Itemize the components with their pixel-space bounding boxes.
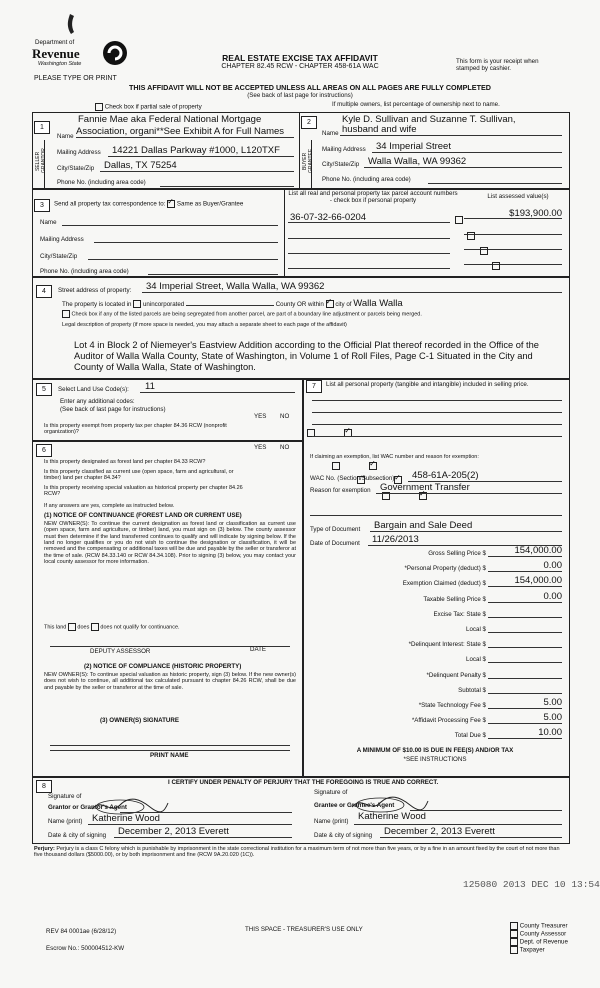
s5-see-back: (See back of last page for instructions) bbox=[60, 406, 166, 413]
city-of-value[interactable]: Walla Walla bbox=[353, 298, 403, 309]
tax-line-label: *Affidavit Processing Fee $ bbox=[411, 717, 486, 725]
s3-name-label: Name bbox=[40, 219, 57, 226]
please-type: PLEASE TYPE OR PRINT bbox=[34, 75, 117, 82]
legal-description[interactable]: Lot 4 in Block 2 of Niemeyer's Eastview Addition according to the Official Plat thereof recorded in the Office of the Auditor of Walla Walla County, State of Washington, in Volume 1 of Roll Files, Page C-1 Situated in the City and County of Walla Walla, State of Washington. bbox=[74, 340, 539, 373]
grantee-date-label: Date & city of signing bbox=[314, 832, 373, 839]
seller-name-line2[interactable]: Association, organi**See Exhibit A for Full Names bbox=[76, 126, 285, 137]
form-title: REAL ESTATE EXCISE TAX AFFIDAVIT bbox=[222, 53, 378, 63]
treasurer-use-note: THIS SPACE - TREASURER'S USE ONLY bbox=[245, 926, 363, 933]
buyer-phone-label: Phone No. (including area code) bbox=[322, 176, 411, 183]
parcel-personal-checkbox-3[interactable] bbox=[480, 247, 488, 255]
parcel-header: List all real and personal property tax parcel account numbers - check box if personal property bbox=[288, 190, 458, 205]
copy-county-treasurer: County Treasurer bbox=[510, 922, 568, 930]
tax-line-label: Total Due $ bbox=[454, 732, 486, 740]
wac-label: WAC No. (Section/Subsection) bbox=[310, 475, 395, 482]
grantor-name-label: Name (print) bbox=[48, 818, 83, 825]
this-land-label: This land bbox=[44, 624, 67, 631]
grantor-name-value[interactable]: Katherine Wood bbox=[92, 813, 160, 824]
warning-banner: THIS AFFIDAVIT WILL NOT BE ACCEPTED UNLESS ALL AREAS ON ALL PAGES ARE FULLY COMPLETED bbox=[129, 83, 491, 92]
grantor-date-label: Date & city of signing bbox=[48, 832, 107, 839]
unincorporated-label: unincorporated bbox=[142, 301, 185, 308]
tax-line-value[interactable]: 5.00 bbox=[543, 697, 562, 708]
buyer-mailing-label: Mailing Address bbox=[322, 146, 366, 153]
partial-sale-checkbox[interactable] bbox=[95, 103, 103, 111]
copy-dept-revenue: Dept. of Revenue bbox=[510, 938, 568, 946]
tax-line-label: Gross Selling Price $ bbox=[428, 550, 486, 557]
forest-question: Is this property designated as forest land per chapter 84.33 RCW? bbox=[44, 459, 206, 465]
rev-number: REV 84 0001ae (6/28/12) bbox=[46, 928, 117, 935]
grantor-sig-label: Signature of bbox=[48, 793, 82, 800]
if-yes-note: If any answers are yes, complete as instructed below. bbox=[44, 503, 175, 509]
seller-phone-label: Phone No. (including area code) bbox=[57, 179, 146, 186]
street-value[interactable]: 34 Imperial Street, Walla Walla, WA 99362 bbox=[146, 281, 325, 292]
grantor-agent-label: Grantor or Grantor's Agent bbox=[48, 804, 127, 811]
grantee-agent-label: Grantee or Grantee's Agent bbox=[314, 802, 395, 809]
copy-county-assessor: County Assessor bbox=[510, 930, 568, 938]
copy-taxpayer-checkbox[interactable] bbox=[510, 946, 518, 954]
buyer-name-label: Name bbox=[322, 130, 339, 137]
additional-codes-label: Enter any additional codes: bbox=[60, 398, 135, 405]
reason-value[interactable]: Government Transfer bbox=[380, 482, 470, 493]
tax-line-label: Local $ bbox=[466, 656, 486, 664]
street-label: Street address of property: bbox=[58, 287, 132, 294]
s3-mailing-label: Mailing Address bbox=[40, 236, 84, 243]
receipt-stamp: 125080 2013 DEC 10 13:54 bbox=[463, 879, 600, 890]
tax-line-value[interactable]: 5.00 bbox=[543, 712, 562, 724]
tax-line-label: *Delinquent Interest: State $ bbox=[408, 641, 486, 649]
copy-dept-revenue-checkbox[interactable] bbox=[510, 938, 518, 946]
s5-no: NO bbox=[280, 413, 290, 420]
legal-label: Legal description of property (if more space is needed, you may attach a separate sheet to each page of the affidavit) bbox=[62, 322, 347, 328]
buyer-city-label: City/State/Zip bbox=[322, 161, 360, 168]
city-of-label: city of bbox=[335, 301, 352, 308]
section-6-number: 6 bbox=[36, 444, 52, 457]
buyer-mailing-value[interactable]: 34 Imperial Street bbox=[376, 141, 451, 152]
parcel-personal-checkbox-1[interactable] bbox=[455, 216, 463, 224]
buyer-city-value[interactable]: Walla Walla, WA 99362 bbox=[368, 156, 467, 167]
copy-distribution bbox=[510, 922, 568, 954]
escrow-number: Escrow No.: 500004512-KW bbox=[46, 945, 125, 952]
current-use-question: Is this property classified as current use (open space, farm and agricultural, or timber) land per chapter 84.34? bbox=[44, 469, 234, 482]
seller-city-value[interactable]: Dallas, TX 75254 bbox=[104, 160, 177, 171]
tax-line-label: Exemption Claimed (deduct) $ bbox=[402, 580, 486, 588]
unincorporated-checkbox[interactable] bbox=[133, 300, 141, 308]
seller-city-label: City/State/Zip bbox=[57, 165, 95, 172]
notice1-text: NEW OWNER(S): To continue the current designation as forest land or classification as current use (open space, farm and agriculture, or timber) land, you must sign on (3) below. The county assessor must then determine if the land transferred continues to qualify and will indicate by signing below. If the land no longer qualifies or you do not wish to continue the designation or classification, it will be removed and the compensating or additional taxes will be due and payable by the seller or transferor at the time of sale. (RCW 84.33.140 or RCW 84.34.108). Prior to signing (3) below, you may contact your local county assessor for more information. bbox=[44, 521, 296, 565]
does-not-label: does not qualify for continuance. bbox=[100, 624, 180, 631]
s5-yes: YES bbox=[254, 413, 267, 420]
segregated-label: Check box if any of the listed parcels are being segregated from another parcel, are part of a boundary line adjustment or parcels being merged. bbox=[71, 311, 422, 318]
perjury-text: Perjury is a class C felony which is punishable by imprisonment in the state correctional institution for a maximum term of not more than five years, or by a fine in an amount fixed by the court of not more than five thousand dollars ($5000.00), or by both imprisonment and fine (RCW 9A.20.020 (1C)). bbox=[34, 846, 560, 859]
seller-name-line1: Fannie Mae aka Federal National Mortgage bbox=[78, 114, 262, 125]
tax-line-label: *State Technology Fee $ bbox=[418, 702, 486, 709]
section-3-number: 3 bbox=[34, 199, 50, 212]
buyer-grantee-label: BUYER GRANTEE bbox=[302, 148, 314, 174]
assessed-value[interactable]: $193,900.00 bbox=[509, 208, 562, 219]
doc-type-value[interactable]: Bargain and Sale Deed bbox=[374, 520, 473, 531]
pen-mark-icon bbox=[62, 12, 82, 38]
seller-grantor-label: SELLER GRANTOR bbox=[35, 148, 47, 174]
personal-property-label: List all personal property (tangible and intangible) included in selling price. bbox=[326, 381, 529, 388]
see-back-note: (See back of last page for instructions) bbox=[247, 92, 353, 99]
historic-question: Is this property receiving special valuation as historical property per chapter 84.26 RCW? bbox=[44, 485, 243, 498]
section-8-number: 8 bbox=[36, 780, 52, 793]
multiple-owners-note: If multiple owners, list percentage of ownership next to name. bbox=[332, 101, 500, 108]
notice1-title: (1) NOTICE OF CONTINUANCE (FOREST LAND OR CURRENT USE) bbox=[44, 512, 242, 519]
tax-line-value[interactable]: 10.00 bbox=[538, 727, 562, 739]
notice2-text: NEW OWNER(S): To continue special valuation as historic property, sign (3) below. If the new owner(s) does not wish to continue, all additional tax calculated pursuant to chapter 84.26 RCW, shall be due and payable by the seller or transferor at the time of sale. bbox=[44, 672, 296, 691]
dept-line3: Washington State bbox=[38, 61, 82, 67]
parcel-number[interactable]: 36-07-32-66-0204 bbox=[290, 212, 367, 223]
doc-date-label: Date of Document bbox=[310, 540, 360, 547]
tax-line-label: Taxable Selling Price $ bbox=[423, 595, 486, 603]
see-instructions: *SEE INSTRUCTIONS bbox=[403, 756, 467, 763]
segregated-checkbox[interactable] bbox=[62, 310, 70, 318]
wa-seal-icon bbox=[102, 40, 128, 66]
section-2-number: 2 bbox=[301, 116, 317, 129]
notice2-title: (2) NOTICE OF COMPLIANCE (HISTORIC PROPERTY) bbox=[84, 663, 242, 670]
city-of-checkbox[interactable] bbox=[326, 300, 334, 308]
wac-value[interactable]: 458-61A-205(2) bbox=[412, 470, 479, 481]
seller-mailing-value[interactable]: 14221 Dallas Parkway #1000, L120TXF bbox=[112, 145, 280, 156]
dept-line2: Revenue bbox=[32, 46, 80, 61]
grantee-sig-label: Signature of bbox=[314, 789, 348, 796]
grantee-name-label: Name (print) bbox=[314, 818, 349, 825]
land-use-label: Select Land Use Code(s): bbox=[58, 386, 129, 393]
section-5-number: 5 bbox=[36, 383, 52, 396]
assessed-header: List assessed value(s) bbox=[487, 193, 549, 200]
deputy-assessor-label: DEPUTY ASSESSOR bbox=[90, 648, 151, 655]
revenue-logo bbox=[28, 12, 138, 72]
correspondence-label: Send all property tax correspondence to: bbox=[54, 200, 166, 208]
section-7-number: 7 bbox=[306, 380, 322, 393]
partial-sale-label: Check box if partial sale of property bbox=[104, 103, 202, 111]
certify-statement: I CERTIFY UNDER PENALTY OF PERJURY THAT THE FOREGOING IS TRUE AND CORRECT. bbox=[168, 779, 439, 786]
print-name-label: PRINT NAME bbox=[150, 752, 189, 759]
parcel-personal-checkbox-2[interactable] bbox=[467, 232, 475, 240]
tax-line-label: *Personal Property (deduct) $ bbox=[404, 565, 486, 573]
exemption-label: If claiming an exemption, list WAC number and reason for exemption: bbox=[310, 454, 479, 460]
partial-sale-row bbox=[95, 103, 202, 111]
perjury-label: Perjury: bbox=[34, 846, 55, 852]
grantee-name-value[interactable]: Katherine Wood bbox=[358, 811, 426, 822]
tax-line-label: *Delinquent Penalty $ bbox=[426, 671, 486, 679]
does-label: does bbox=[77, 624, 90, 631]
land-qualify-row bbox=[44, 623, 180, 631]
buyer-name-line1: Kyle D. Sullivan and Suzanne T. Sullivan, bbox=[342, 114, 516, 125]
grantor-date-value[interactable]: December 2, 2013 Everett bbox=[118, 826, 229, 837]
doc-type-label: Type of Document bbox=[310, 526, 361, 533]
tax-line-value[interactable]: 0.00 bbox=[543, 560, 562, 572]
minimum-note: A MINIMUM OF $10.00 IS DUE IN FEE(S) AND/OR TAX bbox=[356, 747, 514, 754]
copy-taxpayer: Taxpayer bbox=[510, 946, 568, 954]
seller-mailing-label: Mailing Address bbox=[57, 149, 101, 156]
s6-no: NO bbox=[280, 444, 290, 451]
same-as-buyer-checkbox[interactable] bbox=[167, 200, 175, 208]
receipt-note: This form is your receipt when stamped by cashier. bbox=[456, 58, 539, 73]
tax-line-value[interactable]: 154,000.00 bbox=[514, 575, 562, 587]
s6-yes: YES bbox=[254, 444, 267, 451]
land-use-value[interactable]: 11 bbox=[145, 381, 155, 392]
same-as-buyer-label: Same as Buyer/Grantee bbox=[176, 200, 244, 208]
dept-line1: Department of bbox=[35, 39, 75, 46]
form-chapter: CHAPTER 82.45 RCW - CHAPTER 458-61A WAC bbox=[221, 63, 379, 70]
reason-label: Reason for exemption bbox=[310, 487, 371, 494]
perjury-notice bbox=[34, 846, 566, 859]
section-3-correspondence bbox=[54, 200, 243, 208]
seller-name-label: Name bbox=[57, 133, 74, 140]
tax-line-label: Excise Tax: State $ bbox=[433, 610, 486, 618]
located-in-label: The property is located in bbox=[62, 301, 132, 308]
county-or-within-label: County OR within bbox=[275, 301, 324, 308]
land-does-not-checkbox[interactable] bbox=[91, 623, 99, 631]
located-row bbox=[62, 298, 403, 309]
land-does-checkbox[interactable] bbox=[68, 623, 76, 631]
segregated-row bbox=[62, 310, 562, 318]
exempt-question: Is this property exempt from property tax per chapter 84.36 RCW (nonprofit organization)? bbox=[44, 423, 227, 436]
tax-line-value[interactable]: 154,000.00 bbox=[514, 545, 562, 556]
tax-line-label: Subtotal $ bbox=[458, 686, 486, 694]
section-1-number: 1 bbox=[34, 121, 50, 134]
buyer-name-line2[interactable]: husband and wife bbox=[342, 124, 417, 135]
section-4-number: 4 bbox=[36, 285, 52, 298]
doc-date-value[interactable]: 11/26/2013 bbox=[372, 534, 419, 545]
date-label: DATE bbox=[250, 646, 267, 653]
copy-county-assessor-checkbox[interactable] bbox=[510, 930, 518, 938]
s3-phone-label: Phone No. (including area code) bbox=[40, 268, 129, 275]
owner-signature-label: (3) OWNER(S) SIGNATURE bbox=[100, 717, 179, 724]
grantee-date-value[interactable]: December 2, 2013 Everett bbox=[384, 826, 495, 837]
parcel-personal-checkbox-4[interactable] bbox=[492, 262, 500, 270]
s3-city-label: City/State/Zip bbox=[40, 253, 78, 260]
tax-line-label: Local $ bbox=[466, 626, 486, 633]
copy-county-treasurer-checkbox[interactable] bbox=[510, 922, 518, 930]
tax-line-value[interactable]: 0.00 bbox=[543, 590, 562, 602]
